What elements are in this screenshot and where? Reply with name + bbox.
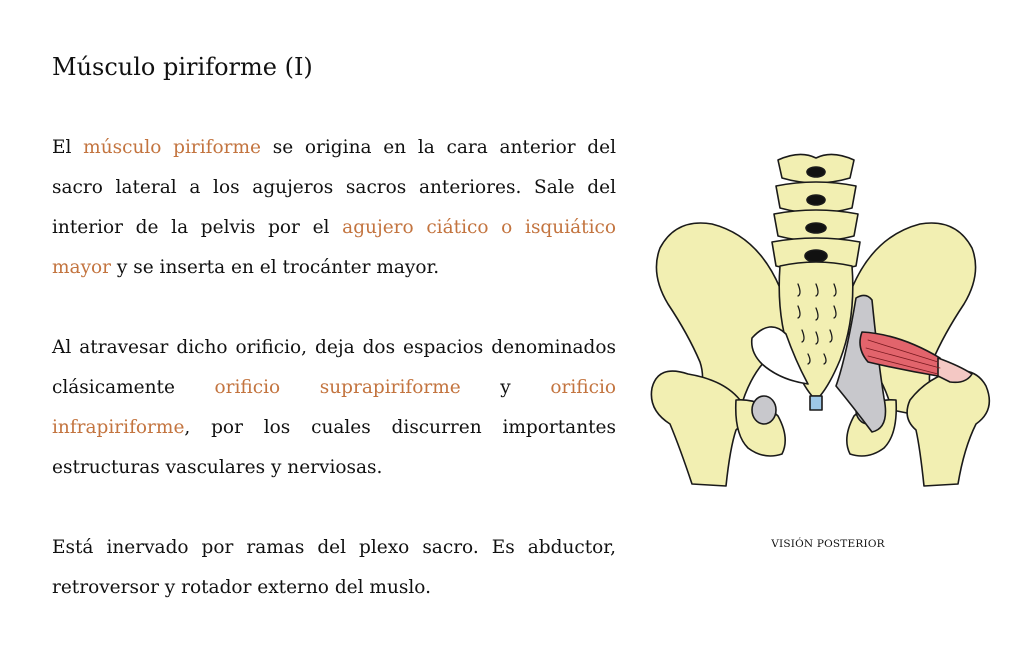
paragraph-orifices	[52, 328, 616, 488]
text-segment: se origina en la cara anterior del sacro lateral a los agujeros sacros anteriores. Sale del interior de la pelvis por el	[52, 137, 616, 238]
piriformis-tendon	[938, 358, 972, 382]
text-segment: El	[52, 137, 84, 158]
coccyx	[810, 396, 822, 410]
highlight-term: orificio infrapiriforme	[52, 377, 617, 438]
figure-caption: VISIÓN POSTERIOR	[771, 538, 885, 550]
pelvis-illustration	[640, 148, 1016, 498]
page-title: Músculo piriforme (I)	[52, 53, 313, 81]
text-segment: Está inervado por ramas del plexo sacro. Es abductor, retroversor y rotador externo del muslo.	[52, 537, 616, 598]
paragraph-innervation	[52, 528, 616, 608]
highlight-term: músculo piriforme	[83, 137, 262, 158]
text-segment: y se inserta en el trocánter mayor.	[111, 257, 440, 278]
body-text	[52, 128, 616, 648]
paragraph-origin	[52, 128, 616, 288]
highlight-term: agujero ciático o isquiático mayor	[52, 217, 616, 278]
text-segment: , por los cuales discurren importantes estructuras vasculares y nerviosas.	[52, 417, 616, 478]
highlight-term: orificio suprapiriforme	[214, 377, 461, 398]
text-segment: Al atravesar dicho orificio, deja dos espacios denominados clásicamente	[52, 337, 616, 398]
text-segment: y	[460, 377, 551, 398]
